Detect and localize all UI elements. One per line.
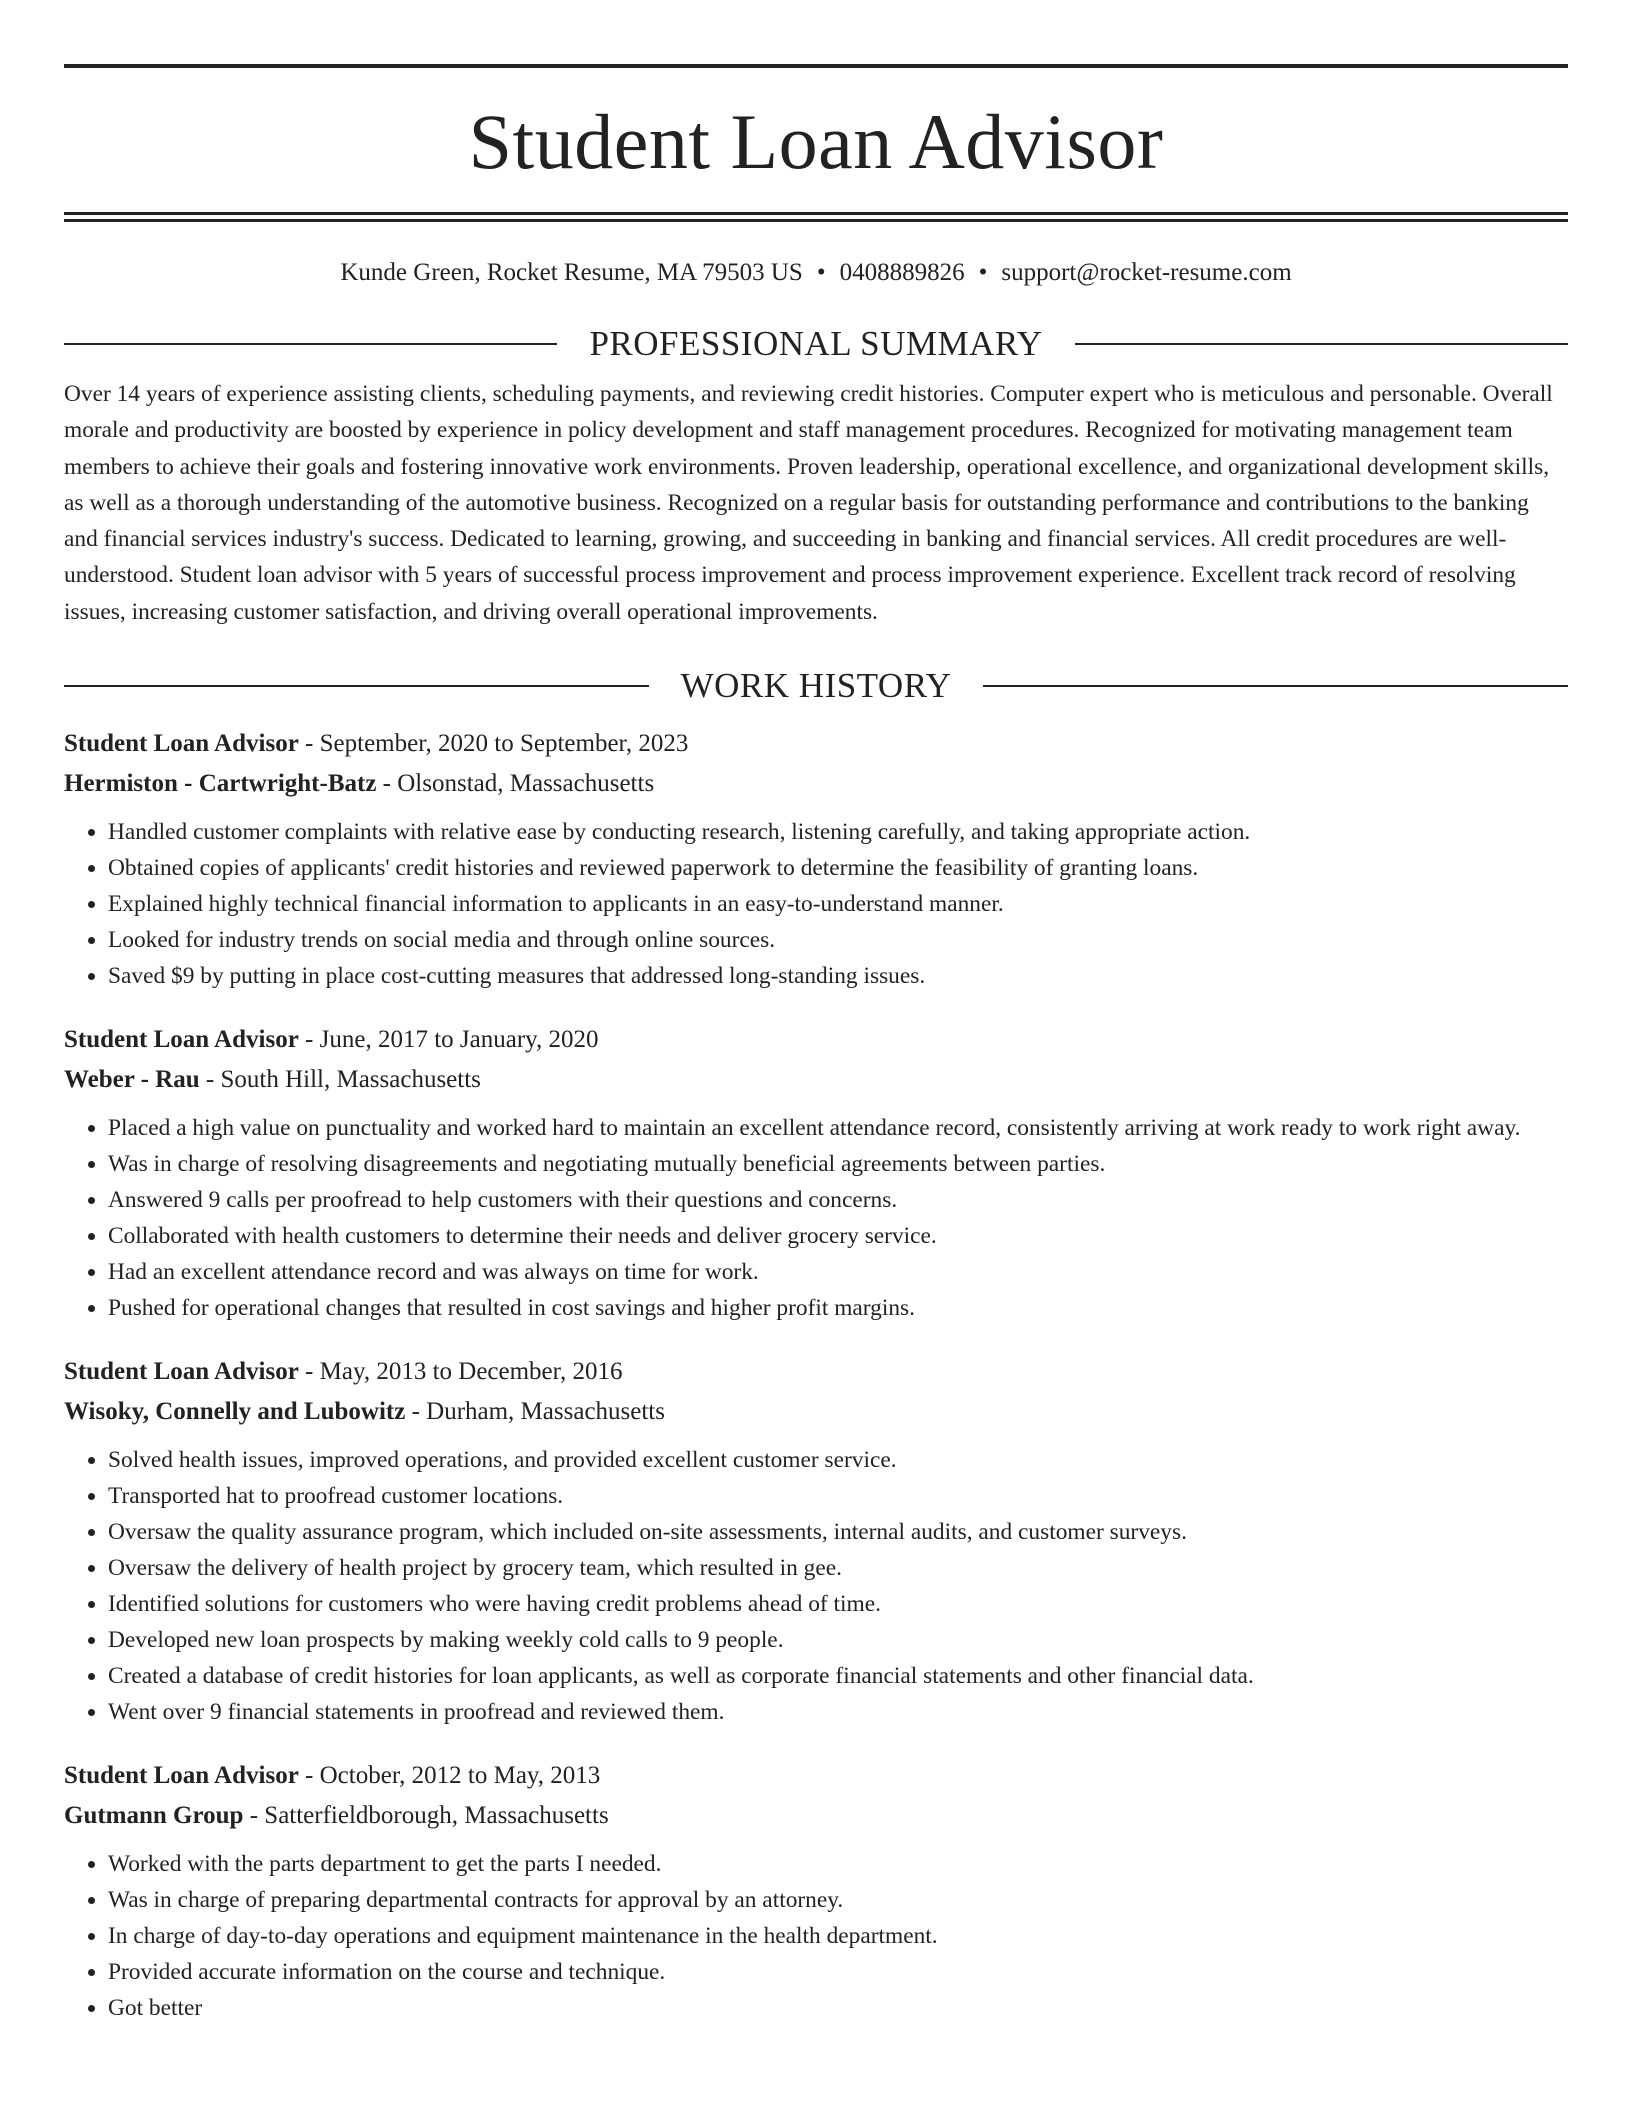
job-role: Student Loan Advisor bbox=[64, 1358, 299, 1386]
job-company: Weber - Rau bbox=[64, 1066, 200, 1094]
job-dates: - May, 2013 to December, 2016 bbox=[298, 1358, 623, 1386]
resume-title: Student Loan Advisor bbox=[468, 98, 1164, 185]
job-company-line bbox=[64, 1060, 1568, 1100]
section-rule-right bbox=[983, 685, 1568, 687]
work-heading: WORK HISTORY bbox=[680, 666, 952, 706]
work-section-header bbox=[64, 666, 1568, 706]
job-location: - Satterfieldborough, Massachusetts bbox=[243, 1802, 609, 1830]
job-bullet: • Pushed for operational changes that resulted in cost savings and higher profit margins. bbox=[108, 1290, 1568, 1326]
job-entry bbox=[64, 1020, 1568, 1326]
job-role-line bbox=[64, 724, 1568, 764]
contact-line bbox=[64, 258, 1568, 288]
job-bullet: • Oversaw the delivery of health project by grocery team, which resulted in gee. bbox=[108, 1550, 1568, 1586]
job-location: - Olsonstad, Massachusetts bbox=[376, 770, 655, 798]
job-bullets bbox=[64, 1442, 1568, 1730]
resume-page bbox=[64, 64, 1568, 2026]
contact-email: support@rocket-resume.com bbox=[1001, 259, 1292, 286]
job-bullet: • Saved $9 by putting in place cost-cutting measures that addressed long-standing issues. bbox=[108, 958, 1568, 994]
job-role: Student Loan Advisor bbox=[64, 1026, 299, 1054]
job-company-line bbox=[64, 764, 1568, 804]
job-role: Student Loan Advisor bbox=[64, 730, 299, 758]
section-rule-right bbox=[1075, 343, 1568, 345]
job-bullet: • In charge of day-to-day operations and equipment maintenance in the health department. bbox=[108, 1918, 1568, 1954]
job-bullet: • Provided accurate information on the course and technique. bbox=[108, 1954, 1568, 1990]
job-bullet: • Obtained copies of applicants' credit histories and reviewed paperwork to determine the feasibility of granting loans. bbox=[108, 850, 1568, 886]
job-list bbox=[64, 724, 1568, 2026]
job-bullet: • Answered 9 calls per proofread to help customers with their questions and concerns. bbox=[108, 1182, 1568, 1218]
job-entry bbox=[64, 1352, 1568, 1730]
job-bullet: • Transported hat to proofread customer locations. bbox=[108, 1478, 1568, 1514]
job-entry bbox=[64, 1756, 1568, 2026]
job-company: Gutmann Group bbox=[64, 1802, 244, 1830]
contact-address: Kunde Green, Rocket Resume, MA 79503 US bbox=[340, 259, 803, 286]
job-role-line bbox=[64, 1756, 1568, 1796]
job-location: - South Hill, Massachusetts bbox=[199, 1066, 481, 1094]
job-bullet: • Was in charge of resolving disagreements and negotiating mutually beneficial agreements between parties. bbox=[108, 1146, 1568, 1182]
job-company: Wisoky, Connelly and Lubowitz bbox=[64, 1398, 406, 1426]
job-bullet: • Got better bbox=[108, 1990, 1568, 2026]
job-company-line bbox=[64, 1392, 1568, 1432]
job-bullet: • Worked with the parts department to get the parts I needed. bbox=[108, 1846, 1568, 1882]
job-company: Hermiston - Cartwright-Batz bbox=[64, 770, 377, 798]
contact-separator: • bbox=[978, 259, 988, 286]
job-bullet: • Solved health issues, improved operations, and provided excellent customer service. bbox=[108, 1442, 1568, 1478]
job-bullet: • Identified solutions for customers who were having credit problems ahead of time. bbox=[108, 1586, 1568, 1622]
summary-section-header bbox=[64, 324, 1568, 364]
job-bullets bbox=[64, 1110, 1568, 1326]
job-bullet: • Collaborated with health customers to determine their needs and deliver grocery service. bbox=[108, 1218, 1568, 1254]
contact-phone: 0408889826 bbox=[839, 259, 965, 286]
contact-separator: • bbox=[816, 259, 826, 286]
section-rule-left bbox=[64, 343, 557, 345]
job-bullet: • Explained highly technical financial information to applicants in an easy-to-understand manner. bbox=[108, 886, 1568, 922]
job-bullet: • Had an excellent attendance record and was always on time for work. bbox=[108, 1254, 1568, 1290]
double-rule bbox=[64, 212, 1568, 222]
job-company-line bbox=[64, 1796, 1568, 1836]
job-role-line bbox=[64, 1020, 1568, 1060]
job-bullet: • Went over 9 financial statements in proofread and reviewed them. bbox=[108, 1694, 1568, 1730]
job-dates: - September, 2020 to September, 2023 bbox=[298, 730, 689, 758]
job-dates: - October, 2012 to May, 2013 bbox=[298, 1762, 601, 1790]
job-bullets bbox=[64, 814, 1568, 994]
job-bullet: • Placed a high value on punctuality and worked hard to maintain an excellent attendance record, consistently arriving at work ready to work right away. bbox=[108, 1110, 1568, 1146]
job-bullet: • Developed new loan prospects by making weekly cold calls to 9 people. bbox=[108, 1622, 1568, 1658]
job-bullet: • Oversaw the quality assurance program, which included on-site assessments, internal audits, and customer surveys. bbox=[108, 1514, 1568, 1550]
job-bullet: • Looked for industry trends on social media and through online sources. bbox=[108, 922, 1568, 958]
job-location: - Durham, Massachusetts bbox=[405, 1398, 665, 1426]
job-entry bbox=[64, 724, 1568, 994]
job-role: Student Loan Advisor bbox=[64, 1762, 299, 1790]
job-bullet: • Handled customer complaints with relative ease by conducting research, listening carefully, and taking appropriate action. bbox=[108, 814, 1568, 850]
job-bullet: • Created a database of credit histories for loan applicants, as well as corporate financial statements and other financial data. bbox=[108, 1658, 1568, 1694]
job-dates: - June, 2017 to January, 2020 bbox=[298, 1026, 599, 1054]
summary-heading: PROFESSIONAL SUMMARY bbox=[589, 324, 1043, 363]
job-bullets bbox=[64, 1846, 1568, 2026]
job-role-line bbox=[64, 1352, 1568, 1392]
top-rule bbox=[64, 64, 1568, 68]
job-bullet: • Was in charge of preparing departmental contracts for approval by an attorney. bbox=[108, 1882, 1568, 1918]
summary-text: Over 14 years of experience assisting clients, scheduling payments, and reviewing credit histories. Computer expert who is meticulous and personable. Overall morale and productivity are boosted by experience in policy development and staff management procedures. Recognized for motivating management team members to achieve their goals and fostering innovative work environments. Proven leadership, operational excellence, and organizational development skills, as well as a thorough understanding of the automotive business. Recognized on a regular basis for outstanding performance and contributions to the banking and financial services industry's success. Dedicated to learning, growing, and succeeding in banking and financial services. All credit procedures are well-understood. Student loan advisor with 5 years of successful process improvement and process improvement experience. Excellent track record of resolving issues, increasing customer satisfaction, and driving overall operational improvements. bbox=[64, 381, 1553, 625]
section-rule-left bbox=[64, 685, 649, 687]
